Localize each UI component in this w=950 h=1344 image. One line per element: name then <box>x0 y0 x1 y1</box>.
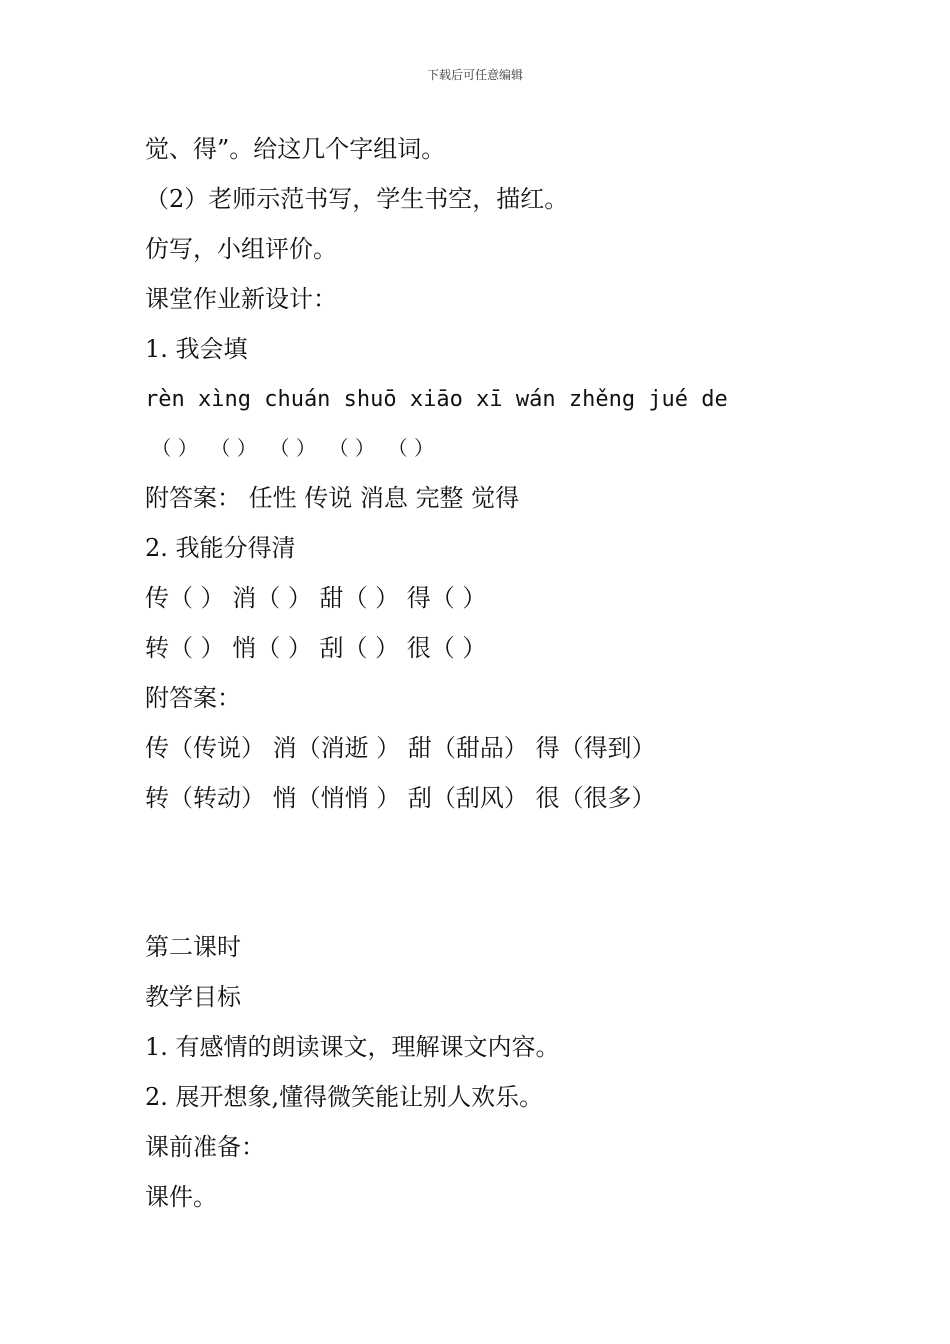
blank-parentheses-line: （ ） （ ） （ ） （ ） （ ） <box>145 436 435 460</box>
exercise-2-row-2: 转（ ） 悄（ ） 刮（ ） 很（ ） <box>145 634 487 662</box>
exercise-2-row-1: 传（ ） 消（ ） 甜（ ） 得（ ） <box>145 584 487 612</box>
goal-2: 2. 展开想象,懂得微笑能让别人欢乐。 <box>145 1083 544 1111</box>
text-line-copy-writing: 仿写，小组评价。 <box>145 235 337 263</box>
exercise-1-title: 1. 我会填 <box>145 335 248 363</box>
answer-key-2-row-1: 传（传说） 消（消逝 ） 甜（甜品） 得（得到） <box>145 734 656 762</box>
exercise-2-title: 2. 我能分得清 <box>145 534 296 562</box>
answer-key-2-row-2: 转（转动） 悄（悄悄 ） 刮（刮风） 很（很多） <box>145 784 656 812</box>
goal-1: 1. 有感情的朗读课文，理解课文内容。 <box>145 1033 560 1061</box>
text-line-teacher-demo: （2）老师示范书写，学生书空，描红。 <box>145 185 569 213</box>
answer-key-2-label: 附答案： <box>145 684 241 712</box>
teaching-goals-heading: 教学目标 <box>145 983 241 1011</box>
lesson-2-heading: 第二课时 <box>145 933 241 961</box>
section-heading-homework: 课堂作业新设计： <box>145 285 337 313</box>
page-header: 下载后可任意编辑 <box>426 68 523 82</box>
answer-key-1: 附答案： 任性 传说 消息 完整 觉得 <box>145 484 520 512</box>
preparation-item: 课件。 <box>145 1183 217 1211</box>
pinyin-line: rèn xìng chuán shuō xiāo xī wán zhěng jué de <box>145 387 728 412</box>
text-line-group-words: 觉、得”。给这几个字组词。 <box>145 135 446 163</box>
preparation-heading: 课前准备： <box>145 1133 265 1161</box>
